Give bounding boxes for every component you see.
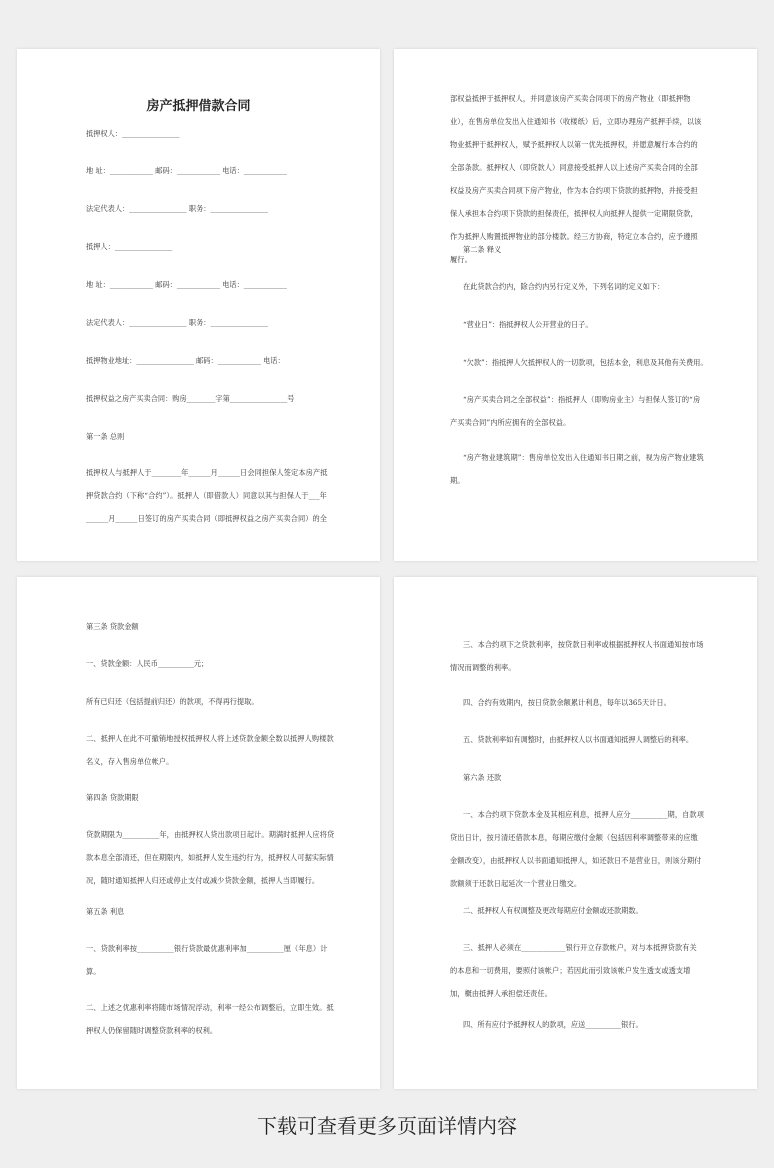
contract-title: 房产抵押借款合同 <box>146 99 251 114</box>
definition-contract-rights: “房产买卖合同之全部权益”：指抵押人（即购房业主）与担保人签订的“房产买卖合同”内所应拥有的全部权益。 <box>450 395 701 427</box>
document-page-1 <box>17 49 380 561</box>
mortgagee-line: 抵押权人：________________ <box>86 129 180 138</box>
document-page-2 <box>394 49 757 561</box>
download-more-caption: 下载可查看更多页面详情内容 <box>257 1114 517 1138</box>
purchase-contract-line: 抵押权益之房产买卖合同：购房________字第________________号 <box>86 394 295 403</box>
rate-basis-line: 三、本合约项下之贷款利率，按贷款日利率或根据抵押权人书面通知按市场情况而调整的利率。 <box>450 640 704 672</box>
mortgagor-line: 抵押人：________________ <box>86 242 173 251</box>
article-2-heading: 第二条 释义 <box>463 245 502 254</box>
mortgagor-address-line: 地 址：____________ 邮码：____________ 电话：____________ <box>86 280 287 289</box>
article-5-heading: 第五条 利息 <box>86 907 125 916</box>
payment-bank-line: 四、所有应付予抵押权人的款项，应送__________银行。 <box>463 1020 643 1029</box>
article-3-heading: 第三条 贷款金额 <box>86 622 139 631</box>
definition-construction-period: “房产物业建筑期”：售房单位发出入住通知书日期之前，视为房产物业建筑期。 <box>450 453 704 485</box>
definition-debt: “欠款”：指抵押人欠抵押权人的一切款项，包括本金，利息及其他有关费用。 <box>463 358 708 367</box>
article-1-body: 抵押权人与抵押人于________年______月______日会同担保人签定本房产抵押贷款合约（下称“合约”）。抵押人（即借款人）同意以其与担保人于___年______月______日签订的房产买卖合同（即抵押权益之房产买卖合同）的全 <box>86 468 328 523</box>
mortgagee-address-line: 地 址：____________ 邮码：____________ 电话：____________ <box>86 166 287 175</box>
article-1-continuation: 部权益抵押于抵押权人，并同意该房产买卖合同项下的房产物业（即抵押物业），在售房单位发出入住通知书（收楼纸）后，立即办理房产抵押手续，以该物业抵押于抵押权人，赋予抵押权人以第一优先抵押权，并愿意履行本合约的全部条款。抵押权人（即贷款人）同意接受抵押人以上述房产买卖合同的全部权益及房产买卖合同项下房产物业，作为本合约项下贷款的抵押物，并接受担保人承担本合约项下贷款的担保责任，抵押权人向抵押人提供一定期限贷款，作为抵押人购置抵押物业的部分楼款。经三方协商，特定立本合约，应予遵照履行。 <box>450 94 702 264</box>
loan-amount-line: 一、贷款金额：人民币__________元； <box>86 659 209 668</box>
repaid-amount-line: 所有已归还（包括提前归还）的款项，不得再行提取。 <box>86 697 259 706</box>
interest-calculation-line: 四、合约有效期内，按日贷款余额累计利息，每年以365天计日。 <box>463 698 671 707</box>
bank-account-body: 三、抵押人必须在____________银行开立存款帐户，对与本抵押贷款有关的本息和一切费用，要照付该帐户；若因此而引致该帐户发生透支或透支增加，概由抵押人承担偿还责任。 <box>450 943 697 998</box>
rate-notification-line: 五、贷款利率如有调整时，由抵押权人以书面通知抵押人调整后的利率。 <box>463 735 694 744</box>
definition-business-day: “营业日”：指抵押权人公开营业的日子。 <box>463 320 593 329</box>
article-1-heading: 第一条 总则 <box>86 432 125 441</box>
mortgagor-representative-line: 法定代表人：________________ 职务：________________ <box>86 318 268 327</box>
deposit-authorization: 二、抵押人在此不可撤销地授权抵押权人将上述贷款金额全数以抵押人购楼款名义，存入售房单位帐户。 <box>86 734 334 766</box>
rate-adjustment-line: 二、上述之优惠利率将随市场情况浮动，利率一经公布调整后，立即生效。抵押权人仍保留随时调整贷款利率的权利。 <box>86 1003 334 1035</box>
mortgagee-representative-line: 法定代表人：________________ 职务：________________ <box>86 204 268 213</box>
repayment-body: 一、本合约项下贷款本金及其相应利息，抵押人应分__________期，自款项贷出日计，按月清还借款本息，每期应缴付金额（包括因利率调整带来的应缴金额改变），由抵押权人以书面通知抵押人，如还款日不是营业日，则该分期付款额须于还款日起延次一个营业日缴交。 <box>450 810 704 888</box>
article-4-heading: 第四条 贷款期限 <box>86 793 139 802</box>
document-page-4 <box>394 577 757 1089</box>
definitions-intro: 在此贷款合约内，除合约内另行定义外，下列名词的定义如下： <box>463 282 665 291</box>
article-6-heading: 第六条 还款 <box>463 773 502 782</box>
property-address-line: 抵押物业地址：________________ 邮码：____________ 电话： <box>86 356 285 365</box>
document-page-3 <box>17 577 380 1089</box>
loan-term-body: 贷款期限为__________年，由抵押权人贷出款项日起计。期满时抵押人应将贷款本息全部清还，但在期限内，如抵押人发生违约行为，抵押权人可据实际情况，随时通知抵押人归还或停止支付或减少贷款金额，抵押人当即履行。 <box>86 830 335 885</box>
interest-rate-line: 一、贷款利率按__________银行贷款最优惠利率加__________厘（年息）计算。 <box>86 944 328 976</box>
installment-adjustment-line: 二、抵押权人有权调整及更改每期应付金额或还款期数。 <box>463 906 643 915</box>
